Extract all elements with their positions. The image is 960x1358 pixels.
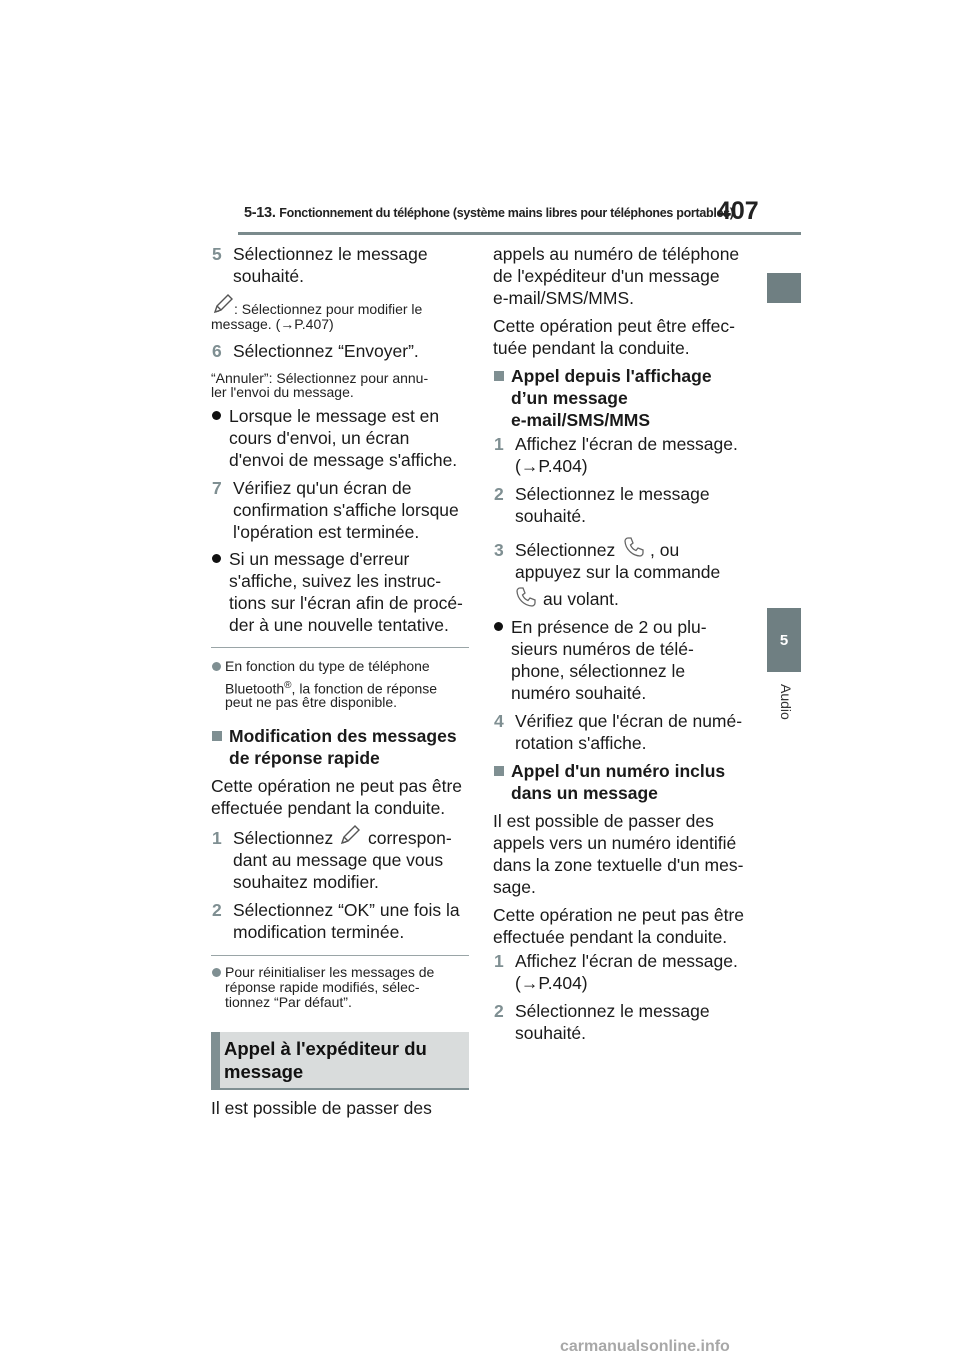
paragraph: dans la zone textuelle d'un mes- [493,855,744,875]
step-number: 3 [494,540,504,560]
bullet-icon [212,411,221,420]
bullet-icon [494,622,503,631]
step-text: Vérifiez qu'un écran de [233,478,412,498]
bullet-icon [212,554,221,563]
step-text: souhaité. [515,506,587,526]
step-text: correspon- [368,828,452,848]
step-text: , ou [650,540,680,560]
step-text: Sélectionnez [233,828,334,848]
chapter-tab[interactable]: 5 [767,608,801,672]
bullet-text: phone, sélectionnez le [511,661,686,681]
subheading: Appel depuis l'affichage [511,366,712,386]
paragraph: Cette opération ne peut pas être [211,776,463,796]
paragraph: appels au numéro de téléphone [493,244,740,264]
watermark: carmanualsonline.info [560,1338,730,1355]
paragraph: effectuée pendant la conduite. [211,798,446,818]
step-text: Vérifiez que l'écran de numé- [515,711,743,731]
bullet-text: d'envoi de message s'affiche. [229,450,458,470]
section-number: 5-13. [244,205,276,221]
step-number: 5 [212,244,222,264]
step-text: dant au message que vous [233,850,444,870]
step-text: Affichez l'écran de message. [515,951,738,971]
heading-marker-icon [494,371,504,381]
note-text: : Sélectionnez pour modifier le [234,301,423,317]
header-rule [238,232,801,235]
paragraph: effectuée pendant la conduite. [493,927,728,947]
section-box-rule [211,1088,469,1090]
side-tab-marker [767,273,801,303]
pencil-icon [338,824,362,846]
step-number: 2 [494,484,504,504]
paragraph: Cette opération ne peut pas être [493,905,745,925]
step-number: 1 [494,951,504,971]
step-text: rotation s'affiche. [515,733,647,753]
step-text: souhaité. [515,1023,587,1043]
bullet-text: tions sur l'écran afin de procé- [229,593,463,613]
bullet-text: Lorsque le message est en [229,406,440,426]
step-text: confirmation s'affiche lorsque [233,500,459,520]
bullet-text: s'affiche, suivez les instruc- [229,571,442,591]
paragraph: sage. [493,877,536,897]
step-text: Sélectionnez [515,540,616,560]
paragraph: appels vers un numéro identifié [493,833,737,853]
subheading: dans un message [511,783,658,803]
bullet-text: numéro souhaité. [511,683,647,703]
section-heading [244,205,734,221]
step-number: 2 [494,1001,504,1021]
pencil-icon [211,293,235,315]
phone-icon [622,535,646,559]
bullet-text: Si un message d'erreur [229,549,410,569]
step-number: 1 [212,828,222,848]
step-text: (→P.404) [515,973,588,993]
heading-marker-icon [494,766,504,776]
bullet-text: der à une nouvelle tentative. [229,615,449,635]
step-text: souhaitez modifier. [233,872,379,892]
bullet-text: sieurs numéros de télé- [511,639,694,659]
paragraph: e-mail/SMS/MMS. [493,288,634,308]
subheading: Modification des messages [229,726,457,746]
step-text: Sélectionnez le message [233,244,428,264]
note-bullet-icon [212,968,221,977]
heading-marker-icon [212,731,222,741]
step-number: 7 [212,478,222,498]
subheading: d’un message [511,388,628,408]
step-number: 2 [212,900,222,920]
step-text: Affichez l'écran de message. [515,434,738,454]
note-text: tionnez “Par défaut”. [225,994,352,1010]
paragraph: Il est possible de passer des [211,1098,432,1118]
step-text: au volant. [543,589,619,609]
step-text: Sélectionnez le message [515,484,710,504]
note-text: peut ne pas être disponible. [225,694,398,710]
section-box-title: Appel à l'expéditeur du message [224,1038,427,1082]
step-text: souhaité. [233,266,305,286]
section-box-bar [211,1032,220,1088]
step-text: Sélectionnez “Envoyer”. [233,341,419,361]
paragraph: tuée pendant la conduite. [493,338,690,358]
bullet-text: cours d'envoi, un écran [229,428,410,448]
subheading: e-mail/SMS/MMS [511,410,651,430]
note-text: “Annuler”: Sélectionnez pour annu- [211,370,429,386]
note-text: réponse rapide modifiés, sélec- [225,979,420,995]
note-text: ler l'envoi du message. [211,384,354,400]
note-text: message. (→P.407) [211,316,334,332]
paragraph: Cette opération peut être effec- [493,316,735,336]
paragraph: de l'expéditeur d'un message [493,266,720,286]
bullet-text: En présence de 2 ou plu- [511,617,707,637]
paragraph: Il est possible de passer des [493,811,714,831]
step-number: 6 [212,341,222,361]
subheading: Appel d'un numéro inclus [511,761,726,781]
step-text: appuyez sur la commande [515,562,721,582]
note-bullet-icon [212,662,221,671]
step-text: modification terminée. [233,922,405,942]
step-text: Sélectionnez le message [515,1001,710,1021]
step-text: Sélectionnez “OK” une fois la [233,900,460,920]
note-text: Pour réinitialiser les messages de [225,964,435,980]
subheading: de réponse rapide [229,748,380,768]
note-divider [211,955,469,956]
note-text: Bluetooth®, la fonction de réponse [225,680,438,697]
step-text: l'opération est terminée. [233,522,420,542]
note-text: En fonction du type de téléphone [225,658,430,674]
page-number: 407 [717,197,759,225]
step-text: (→P.404) [515,456,588,476]
step-number: 4 [494,711,504,731]
step-number: 1 [494,434,504,454]
note-divider [211,647,469,648]
chapter-label: Audio [778,684,794,720]
phone-icon [514,585,538,609]
section-title: Fonctionnement du téléphone (système mains libres pour téléphones portables) [279,206,734,220]
